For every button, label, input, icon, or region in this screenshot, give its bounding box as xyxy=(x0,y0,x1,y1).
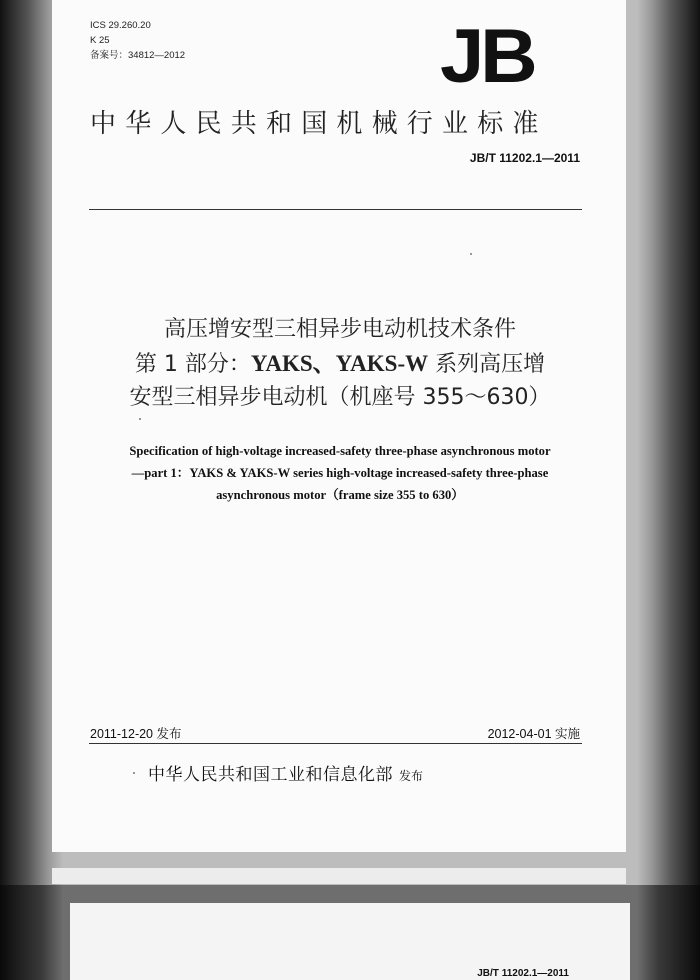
organization-title: 中华人民共和国机械行业标准 xyxy=(90,109,548,139)
title-en-line1: Specification of high-voltage increased-safety three-phase asynchronous motor xyxy=(129,444,551,458)
title-cn-line1: 高压增安型三相异步电动机技术条件 xyxy=(163,317,516,342)
scan-speck xyxy=(470,253,472,255)
implementation-date: 2012-04-01 实施 xyxy=(487,727,580,741)
title-cn-line3: 安型三相异步电动机（机座号 355～630） xyxy=(129,385,551,410)
title-cn-line2 xyxy=(60,347,620,382)
title-cn-series: YAKS、YAKS-W xyxy=(250,351,429,376)
ics-code: ICS 29.260.20 xyxy=(90,20,151,31)
scan-speck xyxy=(133,772,135,774)
page2-standard-code: JB/T 11202.1—2011 xyxy=(477,968,569,979)
issue-date: 2011-12-20 发布 xyxy=(90,727,182,741)
title-en-line3: asynchronous motor（frame size 355 to 630） xyxy=(216,488,464,502)
publisher xyxy=(148,760,423,785)
title-cn-line2-suffix: 系列高压增 xyxy=(428,352,546,377)
scan-speck xyxy=(139,418,141,420)
header-divider xyxy=(89,209,582,210)
footer-divider xyxy=(89,743,582,744)
title-en-line2: —part 1：YAKS & YAKS-W series high-voltage increased-safety three-phase xyxy=(131,466,549,480)
jb-logo: JB xyxy=(440,14,534,99)
standard-code: JB/T 11202.1—2011 xyxy=(469,151,580,165)
title-cn-line2-prefix: 第 1 部分： xyxy=(134,352,251,377)
ccs-code: K 25 xyxy=(90,35,110,46)
record-number: 备案号：34812—2012 xyxy=(90,50,186,61)
publisher-name: 中华人民共和国工业和信息化部 xyxy=(148,765,393,785)
page-separator xyxy=(52,868,626,884)
publisher-action: 发布 xyxy=(399,769,424,783)
